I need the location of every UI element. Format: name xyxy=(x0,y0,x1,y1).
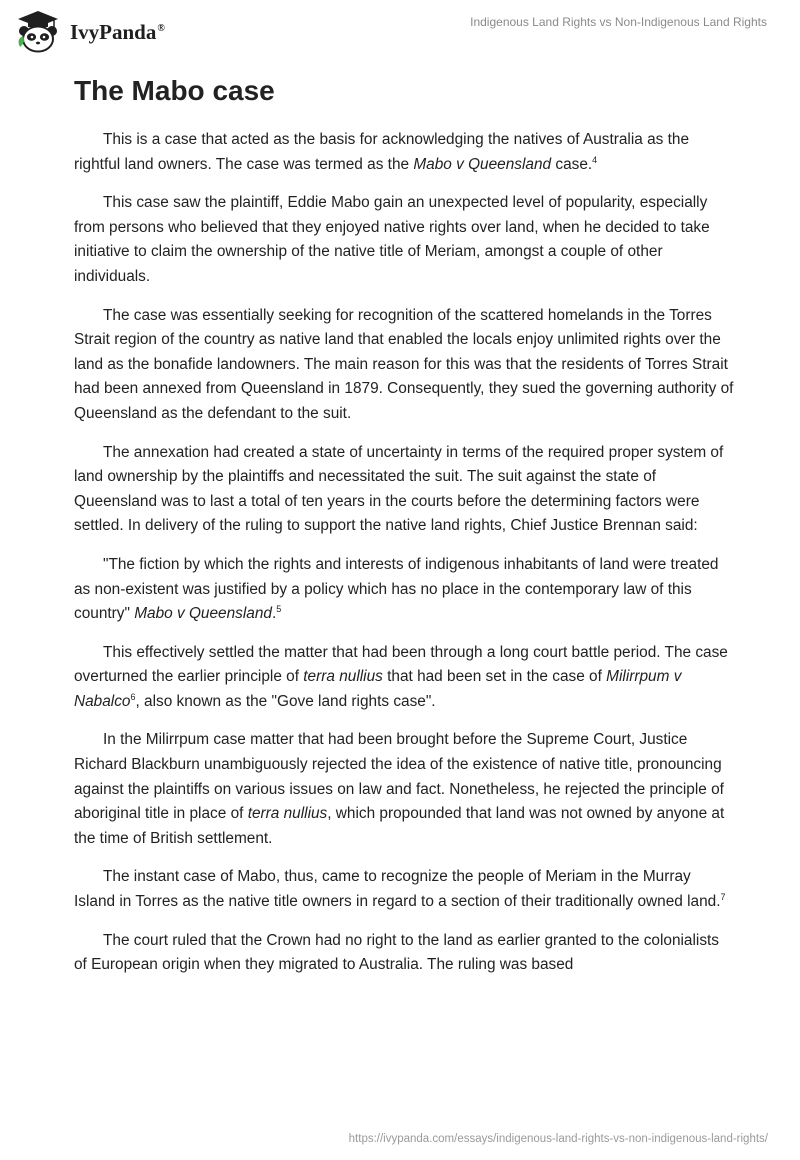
article-body xyxy=(74,72,734,992)
paragraph-3: The case was essentially seeking for recognition of the scattered homelands in the Torres Strait region of the country as native land that enabled the locals enjoy unlimited rights over the land as the bonafide landowners. The main reason for this was that the residents of Torres Strait had been annexed from Queensland in 1879. Consequently, they sued the governing authority of Queensland as the defendant to the suit. xyxy=(74,306,734,422)
latin-term-italic: terra nullius xyxy=(247,805,328,823)
paragraph-9: The court ruled that the Crown had no right to the land as earlier granted to the colonialists of European origin when they migrated to Australia. The ruling was based xyxy=(74,931,719,974)
paragraph-2: This case saw the plaintiff, Eddie Mabo gain an unexpected level of popularity, especially from persons who believed that they enjoyed native rights over land, when he decided to take initiative to claim the ownership of the native title of Meriam, amongst a couple of other individuals. xyxy=(74,194,710,285)
paragraph-4: The annexation had created a state of uncertainty in terms of the required proper system of land ownership by the plaintiffs and necessitated the suit. The suit against the state of Queensland was to last a total of ten years in the courts before the determining factors were settled. In delivery of the ruling to support the native land rights, Chief Justice Brennan said: xyxy=(74,443,724,535)
paragraph-7: In the Milirrpum case matter that had been brought before the Supreme Court, Justice Richard Blackburn unambiguously rejected the idea of the existence of native title, pronouncing against the plaintiffs on various issues on law and fact. Nonetheless, he rejected the principle of aboriginal title in place of terra nullius, which propounded that land was not owned by anyone at the time of British settlement. xyxy=(74,731,725,847)
brand-logo[interactable] xyxy=(14,9,165,53)
paragraph-8: The instant case of Mabo, thus, came to recognize the people of Meriam in the Murray Island in Torres as the native title owners in regard to a section of their traditionally owned land.$^7$ xyxy=(74,868,726,911)
case-name-italic: Mabo v Queensland xyxy=(134,605,272,623)
footnote-ref: 6 xyxy=(130,691,136,702)
section-heading: The Mabo case xyxy=(74,75,275,106)
latin-term-italic: terra nullius xyxy=(303,668,383,686)
footnote-ref: 5 xyxy=(276,603,282,614)
running-title: Indigenous Land Rights vs Non-Indigenous Land Rights xyxy=(470,15,767,29)
page-header xyxy=(0,0,800,60)
brand-name: IvyPanda® xyxy=(70,19,165,44)
paragraph-6: This effectively settled the matter that had been through a long court battle period. The case overturned the earlier principle of terra nullius that had been set in the case of Milirrpum v Nabalco$^6$, also known as the "Gove land rights case". xyxy=(74,643,728,710)
source-url[interactable]: https://ivypanda.com/essays/indigenous-land-rights-vs-non-indigenous-land-rights/ xyxy=(348,1133,768,1145)
paragraph-1: This is a case that acted as the basis for acknowledging the natives of Australia as the rightful land owners. The case was termed as the Mabo v Queensland case.$^4$ xyxy=(74,131,690,173)
panda-graduate-icon xyxy=(14,9,62,53)
case-name-italic: Mabo v Queensland xyxy=(413,155,552,173)
quote-paragraph: "The fiction by which the rights and interests of indigenous inhabitants of land were treated as non-existent was justified by a policy which has no place in the contemporary law of this country" Mabo v Queensland.$^5$ xyxy=(74,555,719,623)
footnote-ref: 4 xyxy=(592,154,598,165)
case-name-italic: Milirrpum v Nabalco xyxy=(74,668,682,710)
footnote-ref: 7 xyxy=(720,891,726,902)
